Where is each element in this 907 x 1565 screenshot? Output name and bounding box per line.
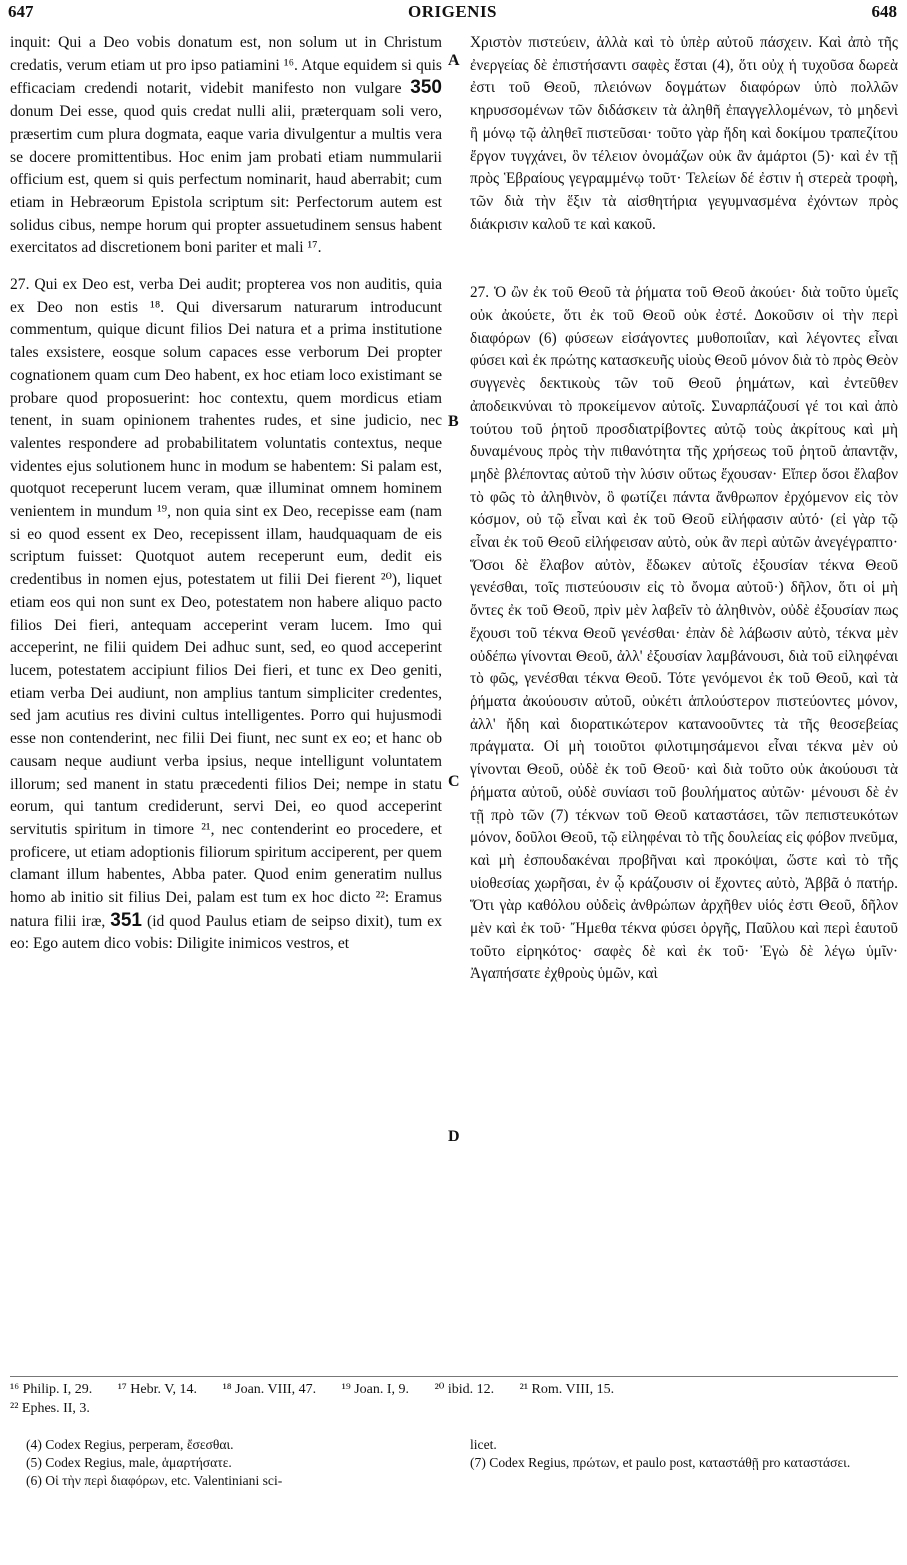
reference-line-2: ²² Ephes. II, 3. [10,1401,90,1416]
footnotes-right [470,1436,898,1472]
column-number-351: 351 [110,909,142,931]
page-header [8,2,897,28]
footnote: licet. [470,1437,497,1452]
greek-column [470,32,898,986]
margin-marker-a: A [448,52,460,69]
margin-marker-d: D [448,1128,460,1145]
footnote-divider [10,1376,898,1377]
latin-paragraph-27: 27. Qui ex Deo est, verba Dei audit; propterea vos non auditis, quia ex Deo non estis ¹⁸. Qui diversarum naturarum introducunt commentum, quique dicunt filios Dei natura et a prima institutione tales exsistere, eosque solum capaces esse verborum Dei propter cognationem quam cum Deo habent, ex hoc etiam loco existimant se probare quod proposuerint: hoc contextu, quem mordicus etiam tenent, in suam opinionem trahentes rudes, et sine judicio, nec valentes respondere ad probabilitatem voluntatis contextus, neque videntes ejus solutionem hunc in modum se habentem: Si palam est, quotquot receperunt lucem veram, quæ illuminat omnem hominem venientem in mundum ¹⁹, non quia sint ex Deo, recepisse eam (nam si eo quod essent ex Deo, recepissent illam, haudquaquam de eis scriptum fuisset: Quotquot autem receperunt eum, dedit eis credentibus in nomen ejus, potestatem ut filii Dei fierent ²⁰), liquet etiam eos qui non sunt ex Deo, potestatem non habere aliquo pacto filios Dei fieri, antequam acceperint veram lucem. Imo qui acceperint, ne filii quidem Dei adhuc sunt, sed, eo quod acceperint lucem, potestatem accipiunt filios Dei fieri, et tunc ex Deo geniti, etiam verba Dei audiunt, non amplius tantum simpliciter credentes, sed jam acutius res divini cultus intelligentes. Porro qui hujusmodi esse non contenderint, nec filii Dei fiunt, nec sunt ex eo; et hanc ob causam neque audiunt verba ipsius, neque intelligunt voluntatem illorum; sed manent in statu præcedenti filios Dei; nempe in statu eorum, qui tantum crediderunt, servi Dei, eo quod acceperint servitutis spiritum in timore ²¹, nec contenderint eo procedere, et proficere, ut etiam adoptionis filiorum spiritum acciperent, per quem clamant illum habentes, Abba pater. Quod enim generatim nullus homo ab initio sit filius Dei, palam est tum ex hoc dicto ²²: Eramus natura filii iræ, 351 (id quod Paulus etiam de seipso dixit), tum ex eo: Ego autem dico vobis: Diligite inimicos vestros, et [10,276,443,953]
greek-paragraph-27: 27. Ὁ ὢν ἐκ τοῦ Θεοῦ τὰ ῥήματα τοῦ Θεοῦ ἀκούει· διὰ τοῦτο ὑμεῖς οὐκ ἀκούετε, ὅτι ἐκ τοῦ Θεοῦ οὐκ ἐστέ. Δοκοῦσιν οἱ τὴν περὶ διαφόρων (6) φύσεων εἰσάγοντες μυθοποιΐαν, καὶ λέγοντες εἶναι φύσει καὶ ἐκ πρώτης κατασκευῆς υἱοὺς Θεοῦ μόνον διὰ τὸ πρὸς Θεὸν συγγενὲς δεκτικοὺς τῶν τοῦ Θεοῦ ῥημάτων, καὶ ἐντεῦθεν ἀποδεικνύναι τὸ προκείμενον αὐτοῖς. Συναρπάζουσί γέ τοι καὶ ἀπὸ τούτου τοῦ ῥητοῦ προσδιατρίβοντες αὐτῷ τοὺς ἀκρίτους καὶ μὴ δυναμένους πρὸς τὴν πιθανότητα τῆς χρήσεως τοῦ ῥητοῦ ἀπαντᾷν, μηδὲ βλέποντας αὐτοῦ τὴν λύσιν οὕτως ἔχουσαν· Εἴπερ ὅσοι ἔλαβον τὸ φῶς τὸ ἀληθινὸν, ὃ φωτίζει πάντα ἄνθρωπον ἐρχόμενον εἰς τὸν κόσμον, οὐ τῷ εἶναι καὶ ἐκ τοῦ Θεοῦ εἰλήφασιν αὐτό· (εἰ γὰρ τῷ εἶναι ἐκ τοῦ Θεοῦ εἰλήφεισαν αὐτὸ, οὐκ ἂν περὶ αὐτῶν ἀνεγέγραπτο· Ὅσοι δὲ ἔλαβον αὐτὸν, ἔδωκεν αὐτοῖς ἐξουσίαν τέκνα Θεοῦ γενέσθαι, τοῖς πιστεύουσιν εἰς τὸ ὄνομα αὐτοῦ·) δῆλον, ὅτι οἱ μὴ ὄντες ἐκ τοῦ Θεοῦ, πρὶν μὲν λαβεῖν τὸ ἀληθινὸν, οὐδὲ ἐξουσίαν πως ἔχουσι τοῦ τέκνα Θεοῦ γενέσθαι· ἐπὰν δὲ λάβωσιν αὐτὸ, τέκνα μὲν οὐδέπω γίνονται Θεοῦ, ἀλλ' ἐξουσίαν λαμβάνουσι, διὰ τοῦ εἰληφέναι τὸ φῶς, γενέσθαι τέκνα Θεοῦ. Τότε γενόμενοι ἐκ τοῦ Θεοῦ, καὶ τὰ ῥήματα ἀκούουσιν αὐτοῦ, οὐκέτι ἁπλούστερον πιστεύοντες μόνον, ἀλλ' ἤδη καὶ διορατικώτερον κατανοοῦντες τὰ τῆς θεοσεβείας πράγματα. Οἱ μὴ τοιοῦτοι φιλοτιμησάμενοι εἶναι τέκνα μὲν οὐ γίνονται Θεοῦ, οὐδὲ ἐκ τοῦ Θεοῦ· καὶ διὰ τοῦτο οὐκ ἀκούουσι τὰ ῥήματα αὐτοῦ, οὐδὲ συνίασι τοῦ βουλήματος αὐτῶν· μένουσι δὲ ἐν τῇ πρὸ τῶν (7) τέκνων τοῦ Θεοῦ καταστάσει, τῶν πεπιστευκότων μόνον, δοῦλοι Θεοῦ, τῷ εἰληφέναι τὸ τῆς δουλείας εἰς φόβον πνεῦμα, καὶ μὴ ἐσπουδακέναι προβῆναι καὶ προκόψαι, ὥστε καὶ τὸ τῆς υἱοθεσίας χωρῆσαι, ἐν ᾧ κράζουσιν οἱ ἔχοντες αὐτὸ, Ἀββᾶ ὁ πατήρ. Ὅτι γὰρ καθόλου οὐδεὶς ἀνθρώπων ἀρχῆθεν υἱός ἐστι Θεοῦ, δῆλον μὲν καὶ ἐκ τοῦ· Ἤμεθα τέκνα φύσει ὀργῆς, Παῦλου καὶ περὶ ἑαυτοῦ τοῦτο εἰρηκότος· σαφὲς δὲ καὶ ἐκ τοῦ· Ἐγὼ δὲ λέγω ὑμῖν· Ἀγαπήσατε ἐχθροὺς ὑμῶν, καὶ [470,284,898,983]
footnote: (4) Codex Regius, perperam, ἔσεσθαι. [26,1437,234,1452]
footnotes-left [26,1436,446,1490]
footnote: (6) Οἱ τὴν περὶ διαφόρων, etc. Valentiniani sci- [26,1473,283,1488]
running-title: ORIGENIS [407,2,498,21]
latin-paragraph-1: inquit: Qui a Deo vobis donatum est, non solum ut in Christum credatis, verum etiam ut pro ipso patiamini ¹⁶. Atque equidem si quis efficaciam credendi notarit, videbit manifesto non vulgare 350 donum Dei esse, quod quis credat nulli alii, præterquam soli vero, præsertim cum plura dogmata, eaque varia divulgentur a multis vera se docere promittentibus. Hoc enim jam probati etiam nummularii officium est, quem si quis perfectum nominarit, haud aberrabit; cum etiam in Hebræorum Epistola scriptum sit: Perfectorum autem est solidus cibus, nempe horum qui propter assuetudinem sensus habent exercitatos ad discretionem boni pariter et mali ¹⁷. [10,34,442,257]
margin-marker-b: B [448,413,459,430]
footnote: (7) Codex Regius, πρώτων, et paulo post, καταστάθῇ pro καταστάσει. [470,1455,851,1470]
greek-paragraph-1: Χριστὸν πιστεύειν, ἀλλὰ καὶ τὸ ὑπὲρ αὐτοῦ πάσχειν. Καὶ ἀπὸ τῆς ἐνεργείας δὲ ἐπιστήσαντι σαφὲς ἔσται (4), ὅτι οὐχ ἡ τυχοῦσα δωρεὰ ἐστι τοῦ Θεοῦ, πλειόνων δογμάτων διαφόρων ὑπὸ πολλῶν κηρυσσομένων τῶν διδάσκειν τὰ ἀληθῆ ἐπαγγελλομένων, τὸ μηδενὶ ἢ μόνῳ τῷ ἀληθεῖ πιστεῦσαι· τοῦτο γὰρ ἤδη καὶ δοκίμου τραπεζίτου ἔργον τυγχάνει, ὃν τέλειον ὀνομάζων οὐκ ἂν ἁμάρτοι (5)· καὶ ἐν τῇ πρὸς Ἑβραίους γεγραμμένῳ τοῦτ· Τελείων δέ ἐστιν ἡ στερεὰ τροφὴ, τῶν διὰ τὴν ἕξιν τὰ αἰσθητήρια γεγυμνασμένα ἐχόντων πρὸς διάκρισιν καλοῦ τε καὶ κακοῦ. [470,34,898,233]
page-number-left: 647 [8,2,34,21]
footnote: (5) Codex Regius, male, ἁμαρτήσατε. [26,1455,232,1470]
scripture-references [10,1380,898,1418]
reference-line-1: ¹⁶ Philip. I, 29. ¹⁷ Hebr. V, 14. ¹⁸ Joan. VIII, 47. ¹⁹ Joan. I, 9. ²⁰ ibid. 12. ²¹ Rom. VIII, 15. [10,1382,615,1397]
margin-marker-c: C [448,773,460,790]
latin-column [10,32,442,956]
page-number-right: 648 [871,2,897,21]
column-number-350: 350 [410,77,442,99]
